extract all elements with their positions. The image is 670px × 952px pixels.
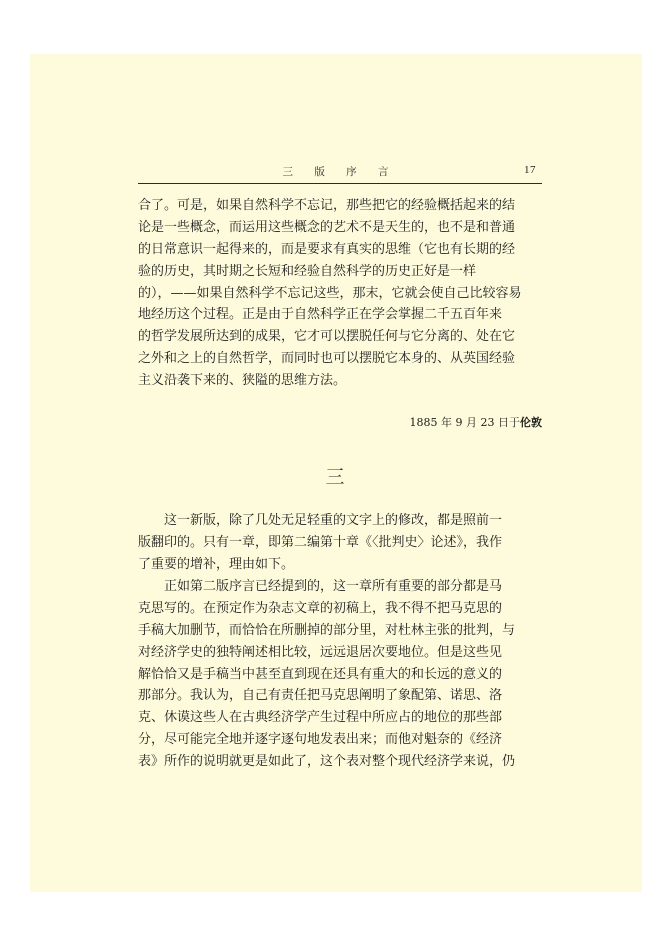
- text-line: 克、休谟这些人在古典经济学产生过程中所应占的地位的那些部: [138, 710, 503, 726]
- paragraph-3: [138, 576, 542, 773]
- text-line: 那部分。我认为，自己有责任把马克思阐明了象配第、诺思、洛: [138, 688, 503, 704]
- text-line: 解恰恰又是手稿当中甚至直到现在还具有重大的和长远的意义的: [138, 666, 503, 682]
- text-line: 了重要的增补，理由如下。: [138, 556, 295, 572]
- signature-city: 伦敦: [520, 416, 542, 429]
- text-line: 对经济学史的独特阐述相比较，远远退居次要地位。但是这些见: [138, 644, 503, 660]
- text-line: 版翻印的。只有一章，即第二编第十章《〈批判史〉论述》，我作: [138, 534, 503, 550]
- page-number: 17: [524, 164, 536, 176]
- text-line: 的），——如果自然科学不忘记这些，那末，它就会使自己比较容易: [138, 285, 522, 301]
- running-header: [138, 161, 542, 184]
- text-line: 之外和之上的自然哲学，而同时也可以摆脱它本身的、从英国经验: [138, 351, 516, 367]
- text-line: 这一新版，除了几处无足轻重的文字上的修改，都是照前一: [164, 513, 503, 528]
- date-signature: [410, 414, 542, 430]
- signature-date: 1885 年 9 月 23 日于: [409, 416, 520, 429]
- text-line: 克思写的。在预定作为杂志文章的初稿上，我不得不把马克思的: [138, 600, 503, 616]
- paragraph-2: [138, 510, 542, 576]
- text-line: 主义沿袭下来的、狭隘的思维方法。: [138, 373, 347, 389]
- text-line: 手稿大加删节，而恰恰在所删掉的部分里，对杜林主张的批判，与: [138, 622, 516, 638]
- text-line: 合了。可是，如果自然科学不忘记，那些把它的经验概括起来的结: [138, 198, 516, 213]
- text-line: 正如第二版序言已经提到的，这一章所有重要的部分都是马: [164, 579, 503, 594]
- section-heading: 三: [325, 466, 345, 488]
- text-line: 论是一些概念，而运用这些概念的艺术不是天生的，也不是和普通: [138, 219, 516, 235]
- text-line: 分，尽可能完全地并逐字逐句地发表出来；而他对魁奈的《经济: [138, 732, 503, 748]
- running-title: 三 版 序 言: [282, 166, 398, 178]
- text-line: 表》所作的说明就更是如此了，这个表对整个现代经济学来说，仍: [138, 754, 516, 770]
- text-line: 地经历这个过程。正是由于自然科学正在学会掌握二千五百年来: [138, 307, 503, 323]
- paragraph-1: [138, 195, 542, 392]
- text-line: 的哲学发展所达到的成果，它才可以摆脱任何与它分离的、处在它: [138, 329, 516, 345]
- text-line: 的日常意识一起得来的，而是要求有真实的思维（它也有长期的经: [138, 241, 516, 257]
- text-line: 验的历史，其时期之长短和经验自然科学的历史正好是一样: [138, 263, 477, 279]
